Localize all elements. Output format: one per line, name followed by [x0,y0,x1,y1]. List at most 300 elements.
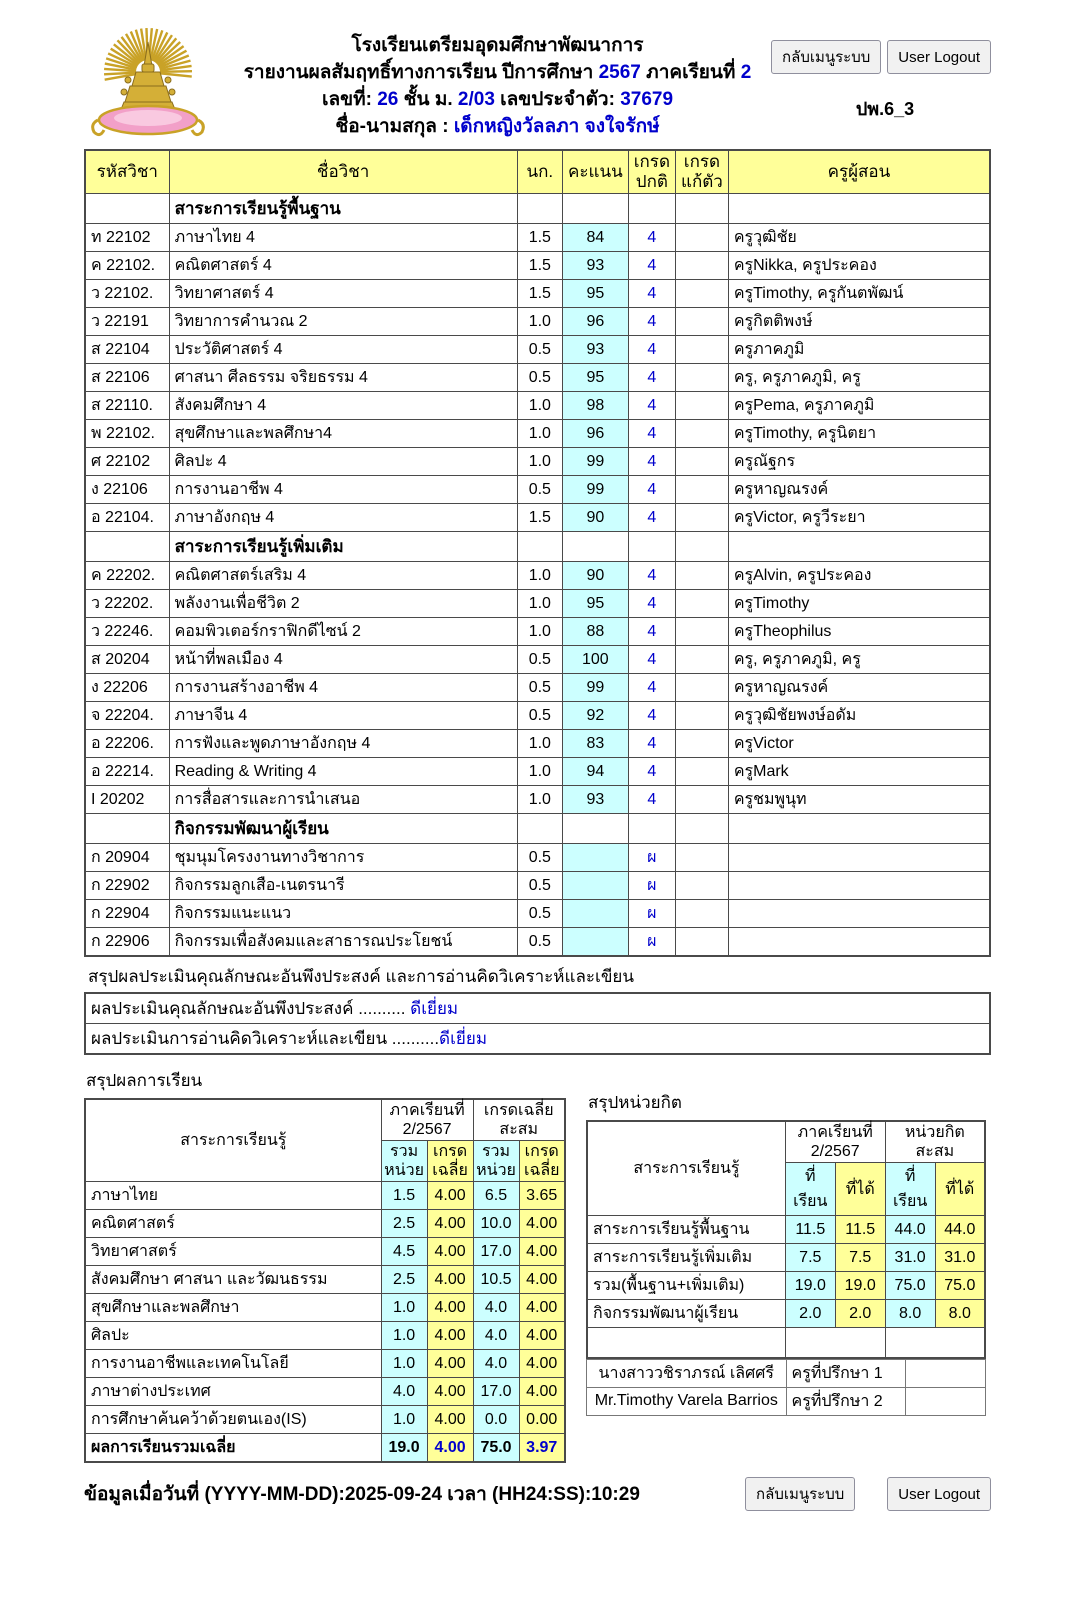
subject-teacher: ครูณัฐกร [728,448,990,476]
subject-regrade [675,702,728,730]
subject-regrade [675,194,728,224]
subject-credit: 0.5 [517,364,562,392]
gpa-strand-name: ภาษาต่างประเทศ [85,1378,381,1406]
credit-got-cum: 44.0 [935,1216,985,1244]
credit-row [587,1272,985,1300]
credit-got-sem: 2.0 [835,1300,885,1328]
subject-grade: 4 [628,758,675,786]
gpa-units-cum: 17.0 [473,1238,519,1266]
user-logout-button[interactable]: User Logout [887,40,991,74]
subject-row [85,448,990,476]
grades-table-header [85,150,990,194]
gpa-gpa-cum: 4.00 [519,1294,565,1322]
summaries-section [84,1063,991,1463]
gpa-units-sem: 1.5 [381,1182,427,1210]
header-actions [779,28,991,123]
gpa-total-label: ผลการเรียนรวมเฉลี่ย [85,1434,381,1463]
credit-row [587,1244,985,1272]
subject-teacher: ครูวุฒิชัยพงษ์อดัม [728,702,990,730]
advisor-blank [906,1359,986,1387]
subject-name: กิจกรรมแนะแนว [169,900,517,928]
student-id-label: เลขประจำตัว: [494,89,621,110]
data-date-line: ข้อมูลเมื่อวันที่ (YYYY-MM-DD):2025-09-24 เวลา (HH24:SS):10:29 [84,1484,640,1505]
subject-score: 95 [563,590,629,618]
credit-got-cum: 31.0 [935,1244,985,1272]
subject-row [85,562,990,590]
subject-grade: 4 [628,448,675,476]
subject-credit: 0.5 [517,872,562,900]
subject-credit: 1.0 [517,448,562,476]
gpa-gpa-cum: 0.00 [519,1406,565,1434]
assessment-row [85,993,990,1024]
subject-row [85,786,990,814]
credit-strand-name: รวม(พื้นฐาน+เพิ่มเติม) [587,1272,785,1300]
gpa-gpa-cum: 4.00 [519,1322,565,1350]
gpa-sub-gpa: เกรด เฉลี่ย [519,1141,565,1182]
subject-code: ก 22904 [85,900,169,928]
subject-row [85,476,990,504]
subject-teacher: ครูMark [728,758,990,786]
subject-teacher [728,872,990,900]
advisors-table [586,1359,986,1416]
credit-empty-cell [587,1328,785,1358]
subject-score: 95 [563,280,629,308]
subject-teacher: ครูTimothy, ครูกันตพัฒน์ [728,280,990,308]
subject-name: วิทยาการคำนวณ 2 [169,308,517,336]
subject-credit: 1.0 [517,758,562,786]
subject-teacher [728,928,990,957]
subject-code: พ 22102. [85,420,169,448]
credit-got-sem: 11.5 [835,1216,885,1244]
section-title: กิจกรรมพัฒนาผู้เรียน [169,814,517,844]
subject-teacher: ครูPema, ครูภาคภูมิ [728,392,990,420]
subject-name: ศาสนา ศีลธรรม จริยธรรม 4 [169,364,517,392]
gpa-gpa-cum: 4.00 [519,1266,565,1294]
subject-row [85,420,990,448]
subject-regrade [675,308,728,336]
subject-row [85,646,990,674]
subject-regrade [675,618,728,646]
gpa-total-gpa-sem: 4.00 [427,1434,473,1463]
subject-grade [628,814,675,844]
subject-regrade [675,562,728,590]
credit-summary [586,1063,986,1416]
subject-name: พลังงานเพื่อชีวิต 2 [169,590,517,618]
subject-code: ว 22246. [85,618,169,646]
document-code: ปพ.6_3 [855,99,915,119]
subject-name: ศิลปะ 4 [169,448,517,476]
subject-row [85,928,990,957]
credit-learn-sem: 2.0 [785,1300,835,1328]
gpa-units-cum: 17.0 [473,1378,519,1406]
gpa-gpa-sem: 4.00 [427,1182,473,1210]
subject-name: การงานอาชีพ 4 [169,476,517,504]
subject-score: 93 [563,252,629,280]
subject-regrade [675,758,728,786]
subject-row [85,590,990,618]
gpa-row [85,1350,565,1378]
credit-got-cum: 8.0 [935,1300,985,1328]
gpa-units-sem: 2.5 [381,1266,427,1294]
subject-score: 90 [563,562,629,590]
subject-name: หน้าที่พลเมือง 4 [169,646,517,674]
subject-teacher [728,814,990,844]
subject-name: Reading & Writing 4 [169,758,517,786]
gpa-gpa-cum: 4.00 [519,1378,565,1406]
subject-grade: 4 [628,786,675,814]
gpa-units-sem: 1.0 [381,1322,427,1350]
gpa-gpa-sem: 4.00 [427,1238,473,1266]
gpa-units-cum: 10.0 [473,1210,519,1238]
subject-code: อ 22104. [85,504,169,532]
gpa-units-cum: 4.0 [473,1294,519,1322]
gpa-units-sem: 2.5 [381,1210,427,1238]
assessment-title: สรุปผลประเมินคุณลักษณะอันพึงประสงค์ และการอ่านคิดวิเคราะห์และเขียน [88,967,635,986]
credit-row [587,1216,985,1244]
subject-score: 88 [563,618,629,646]
subject-score: 84 [563,224,629,252]
subject-regrade [675,364,728,392]
gpa-strand-name: วิทยาศาสตร์ [85,1238,381,1266]
subject-credit: 0.5 [517,702,562,730]
gpa-strand-name: สุขศึกษาและพลศึกษา [85,1294,381,1322]
subject-name: คณิตศาสตร์เสริม 4 [169,562,517,590]
subject-score: 93 [563,336,629,364]
subject-code: ท 22102 [85,224,169,252]
gpa-gpa-sem: 4.00 [427,1266,473,1294]
assessment-cell [85,993,990,1024]
back-menu-button[interactable]: กลับเมนูระบบ [771,40,881,74]
subject-credit: 1.0 [517,786,562,814]
subject-score [563,900,629,928]
credit-learn-sem: 11.5 [785,1216,835,1244]
subject-code: อ 22206. [85,730,169,758]
credit-got-sem: 7.5 [835,1244,885,1272]
subject-grade: 4 [628,224,675,252]
subject-teacher: ครูTimothy [728,590,990,618]
subject-score: 99 [563,448,629,476]
student-name-line [216,113,779,140]
gpa-row [85,1378,565,1406]
subject-row [85,900,990,928]
subject-name: คณิตศาสตร์ 4 [169,252,517,280]
gpa-total-units-sem: 19.0 [381,1434,427,1463]
gpa-strand-name: คณิตศาสตร์ [85,1210,381,1238]
subject-score: 92 [563,702,629,730]
subject-score: 94 [563,758,629,786]
gpa-row [85,1266,565,1294]
seat-no-value: 26 [377,89,399,110]
subject-teacher: ครู, ครูภาคภูมิ, ครู [728,646,990,674]
subject-grade: 4 [628,336,675,364]
credit-summary-body [587,1216,985,1358]
subject-grade: 4 [628,252,675,280]
credit-summary-table [586,1120,986,1359]
gpa-row [85,1238,565,1266]
credit-group-cumulative: หน่วยกิตสะสม [885,1121,985,1163]
subject-code [85,532,169,562]
credit-strand-name: สาระการเรียนรู้เพิ่มเติม [587,1244,785,1272]
subject-score: 99 [563,476,629,504]
subject-code: จ 22204. [85,702,169,730]
school-name: โรงเรียนเตรียมอุดมศึกษาพัฒนาการ [351,35,644,56]
subject-credit: 0.5 [517,928,562,957]
subject-grade: 4 [628,562,675,590]
subject-teacher: ครูวุฒิชัย [728,224,990,252]
subject-name: สังคมศึกษา 4 [169,392,517,420]
subject-grade: 4 [628,420,675,448]
credit-got-sem: 19.0 [835,1272,885,1300]
grades-table [84,149,991,957]
subject-code [85,194,169,224]
gpa-strand-name: การศึกษาค้นคว้าด้วยตนเอง(IS) [85,1406,381,1434]
gpa-units-cum: 4.0 [473,1322,519,1350]
subject-regrade [675,336,728,364]
subject-regrade [675,646,728,674]
subject-code: ก 22906 [85,928,169,957]
subject-row [85,252,990,280]
gpa-row [85,1210,565,1238]
gpa-row [85,1322,565,1350]
gpa-units-sem: 1.0 [381,1294,427,1322]
subject-grade: 4 [628,674,675,702]
report-footer [84,1477,991,1511]
subject-score [563,844,629,872]
advisor-row [587,1387,986,1415]
subject-regrade [675,786,728,814]
subject-regrade [675,814,728,844]
col-subject-code: รหัสวิชา [85,150,169,194]
subject-grade: 4 [628,702,675,730]
report-title-prefix: รายงานผลสัมฤทธิ์ทางการเรียน ปีการศึกษา [243,62,599,83]
subject-regrade [675,928,728,957]
report-titles [216,28,779,140]
subject-name: วิทยาศาสตร์ 4 [169,280,517,308]
subject-grade: 4 [628,730,675,758]
subject-grade: 4 [628,392,675,420]
gpa-units-cum: 0.0 [473,1406,519,1434]
col-grade-retake: เกรด แก้ตัว [675,150,728,194]
subject-grade: ผ [628,900,675,928]
credit-strand-name: กิจกรรมพัฒนาผู้เรียน [587,1300,785,1328]
grades-table-body [85,194,990,957]
subject-credit: 1.0 [517,730,562,758]
gpa-summary-table [84,1098,566,1463]
subject-grade: ผ [628,872,675,900]
credit-empty-cell [885,1328,985,1358]
credit-sub-learn: ที่เรียน [785,1163,835,1216]
user-logout-button-bottom[interactable]: User Logout [887,1477,991,1511]
gpa-gpa-sem: 4.00 [427,1294,473,1322]
subject-teacher: ครูNikka, ครูประคอง [728,252,990,280]
subject-regrade [675,420,728,448]
col-score: คะแนน [563,150,629,194]
gpa-gpa-cum: 4.00 [519,1350,565,1378]
subject-regrade [675,476,728,504]
advisor-name: Mr.Timothy Varela Barrios [587,1387,787,1415]
gpa-units-cum: 4.0 [473,1350,519,1378]
subject-grade [628,532,675,562]
subject-row [85,224,990,252]
gpa-row [85,1294,565,1322]
gpa-strand-name: สังคมศึกษา ศาสนา และวัฒนธรรม [85,1266,381,1294]
subject-teacher: ครู, ครูภาคภูมิ, ครู [728,364,990,392]
subject-name: ประวัติศาสตร์ 4 [169,336,517,364]
report-header [84,28,991,145]
subject-regrade [675,872,728,900]
subject-code: ง 22206 [85,674,169,702]
subject-credit: 1.0 [517,618,562,646]
credit-col-strand: สาระการเรียนรู้ [587,1121,785,1216]
class-value: 2/03 [457,89,495,110]
gpa-strand-name: ภาษาไทย [85,1182,381,1210]
gpa-gpa-cum: 4.00 [519,1210,565,1238]
credit-learn-cum: 8.0 [885,1300,935,1328]
subject-row [85,844,990,872]
subject-score: 99 [563,674,629,702]
report-title-line [216,59,779,86]
gpa-strand-name: ศิลปะ [85,1322,381,1350]
section-row [85,194,990,224]
credit-empty-cell [785,1328,885,1358]
class-label: ชั้น ม. [398,89,458,110]
subject-code: ว 22191 [85,308,169,336]
subject-name: การฟังและพูดภาษาอังกฤษ 4 [169,730,517,758]
section-title: สาระการเรียนรู้พื้นฐาน [169,194,517,224]
subject-credit [517,194,562,224]
subject-teacher: ครูTimothy, ครูนิตยา [728,420,990,448]
subject-code: ส 22104 [85,336,169,364]
gpa-sub-units: รวม หน่วย [473,1141,519,1182]
subject-regrade [675,900,728,928]
semester-number: 2 [740,62,752,83]
credit-summary-title: สรุปหน่วยกิต [588,1093,682,1112]
subject-grade [628,194,675,224]
credit-strand-name: สาระการเรียนรู้พื้นฐาน [587,1216,785,1244]
assessment-label: ผลประเมินคุณลักษณะอันพึงประสงค์ .......... [91,999,411,1018]
subject-score: 96 [563,308,629,336]
subject-credit: 1.5 [517,280,562,308]
col-grade-normal: เกรด ปกติ [628,150,675,194]
subject-regrade [675,280,728,308]
school-logo [84,28,216,145]
advisor-row [587,1359,986,1387]
subject-teacher: ครูAlvin, ครูประคอง [728,562,990,590]
subject-name: การงานสร้างอาชีพ 4 [169,674,517,702]
subject-teacher: ครูVictor [728,730,990,758]
subject-teacher: ครูVictor, ครูวีระยา [728,504,990,532]
subject-name: สุขศึกษาและพลศึกษา4 [169,420,517,448]
gpa-gpa-sem: 4.00 [427,1322,473,1350]
subject-regrade [675,504,728,532]
credit-got-cum: 75.0 [935,1272,985,1300]
subject-credit: 1.0 [517,420,562,448]
subject-regrade [675,730,728,758]
subject-name: ชุมนุมโครงงานทางวิชาการ [169,844,517,872]
gpa-units-cum: 10.5 [473,1266,519,1294]
subject-grade: ผ [628,844,675,872]
subject-name: การสื่อสารและการนำเสนอ [169,786,517,814]
subject-code: ค 22202. [85,562,169,590]
credit-group-semester: ภาคเรียนที่ 2/2567 [785,1121,885,1163]
subject-grade: 4 [628,646,675,674]
subject-name: ภาษาไทย 4 [169,224,517,252]
advisor-role: ครูที่ปรึกษา 1 [786,1359,906,1387]
subject-score: 96 [563,420,629,448]
subject-teacher [728,194,990,224]
subject-credit: 0.5 [517,336,562,364]
subject-code: ว 22202. [85,590,169,618]
gpa-gpa-sem: 4.00 [427,1378,473,1406]
section-row [85,814,990,844]
credit-learn-cum: 75.0 [885,1272,935,1300]
subject-score [563,814,629,844]
assessment-value: ดีเยี่ยม [439,1029,488,1048]
subject-code: ว 22102. [85,280,169,308]
subject-score: 98 [563,392,629,420]
subject-code: ก 20904 [85,844,169,872]
subject-score: 90 [563,504,629,532]
subject-credit: 1.5 [517,504,562,532]
subject-code: ค 22102. [85,252,169,280]
credit-learn-cum: 31.0 [885,1244,935,1272]
col-teacher: ครูผู้สอน [728,150,990,194]
subject-credit: 0.5 [517,476,562,504]
subject-regrade [675,532,728,562]
gpa-group-semester: ภาคเรียนที่ 2/2567 [381,1099,473,1141]
subject-score: 83 [563,730,629,758]
subject-credit: 1.0 [517,308,562,336]
subject-credit: 1.0 [517,392,562,420]
advisor-name: นางสาววชิราภรณ์ เลิศศรี [587,1359,787,1387]
advisor-blank [906,1387,986,1415]
assessment-cell [85,1024,990,1055]
back-menu-button-bottom[interactable]: กลับเมนูระบบ [745,1477,855,1511]
assessment-label: ผลประเมินการอ่านคิดวิเคราะห์และเขียน .......... [91,1029,440,1048]
subject-code: ส 22106 [85,364,169,392]
gpa-row [85,1182,565,1210]
subject-code: ศ 22102 [85,448,169,476]
subject-code: ส 22110. [85,392,169,420]
credit-sub-got: ที่ได้ [835,1163,885,1216]
gpa-units-cum: 6.5 [473,1182,519,1210]
gpa-strand-name: การงานอาชีพและเทคโนโลยี [85,1350,381,1378]
student-info-line [216,86,779,113]
subject-code: ก 22902 [85,872,169,900]
subject-grade: ผ [628,928,675,957]
gpa-gpa-cum: 4.00 [519,1238,565,1266]
subject-credit [517,814,562,844]
subject-name: กิจกรรมลูกเสือ-เนตรนารี [169,872,517,900]
subject-score: 100 [563,646,629,674]
subject-teacher: ครูภาคภูมิ [728,336,990,364]
student-name-label: ชื่อ-นามสกุล : [335,116,454,137]
student-id-value: 37679 [620,89,674,110]
gpa-units-sem: 4.5 [381,1238,427,1266]
subject-teacher [728,532,990,562]
subject-row [85,392,990,420]
credit-sub-learn: ที่เรียน [885,1163,935,1216]
subject-teacher [728,844,990,872]
subject-grade: 4 [628,476,675,504]
subject-row [85,730,990,758]
gpa-total-units-cum: 75.0 [473,1434,519,1463]
subject-regrade [675,674,728,702]
credit-empty-row [587,1328,985,1358]
gpa-row [85,1406,565,1434]
subject-regrade [675,448,728,476]
section-title: สาระการเรียนรู้เพิ่มเติม [169,532,517,562]
